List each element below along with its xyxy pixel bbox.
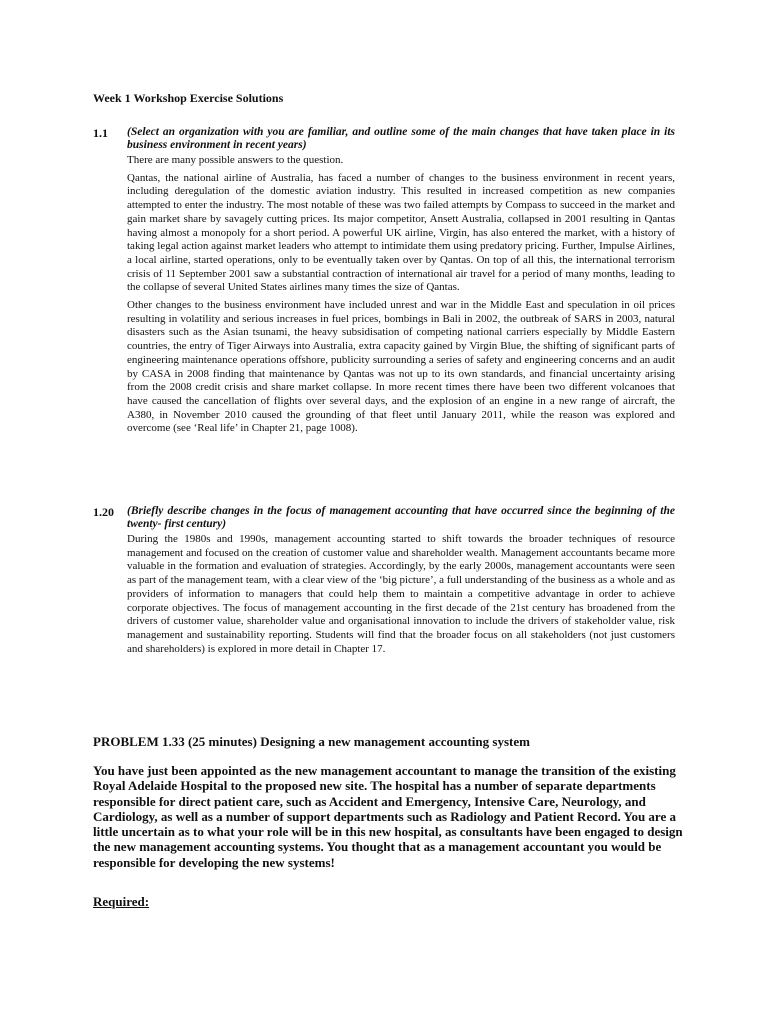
question-1-1 — [93, 126, 675, 440]
question-prompt: (Briefly describe changes in the focus of management accounting that have occurred since the beginning of the twenty- first century) — [127, 505, 675, 530]
answer-paragraph: Other changes to the business environment have included unrest and war in the Middle East and speculation in oil prices resulting in volatility and serious increases in fuel prices, bombings in Bali in 2002, the outbreak of SARS in 2003, natural disasters such as the Asian tsunami, the heavy subsidisation of competing national carriers especially by Middle Eastern countries, the entry of Tiger Airways into Australia, extra capacity gained by Virgin Blue, the shifting of significant parts of engineering maintenance operations offshore, publicity surrounding a series of safety and engineering concerns and an audit by CASA in 2008 finding that maintenance by Qantas was not up to its own standards, and financial uncertainty arising from the 2008 credit crisis and share market collapse. In more recent times there have been two different volcanoes that have caused the cancellation of flights over several days, and the explosion of an engine in a new range of aircraft, the A380, in November 2010 caused the grounding of that fleet until January 2011, while the reason was explored and overcome (see ‘Real life’ in Chapter 21, page 1008). — [127, 299, 675, 435]
question-body — [127, 505, 675, 656]
document-title: Week 1 Workshop Exercise Solutions — [93, 91, 284, 105]
question-number: 1.20 — [93, 505, 114, 519]
question-number: 1.1 — [93, 126, 108, 140]
problem-title: PROBLEM 1.33 (25 minutes) Designing a new management accounting system — [93, 734, 530, 749]
answer-paragraph: There are many possible answers to the question. — [127, 154, 344, 166]
question-1-20 — [93, 505, 675, 660]
answer-paragraph: During the 1980s and 1990s, management accounting started to shift towards the broader techniques of resource management and focused on the creation of customer value and shareholder wealth. Management accountants became more valuable in the formation and evaluation of strategies. Accordingly, by the early 2000s, management accountants were seen as part of the management team, with a clear view of the ‘big picture’, a full understanding of the business as a whole and as providers of information to managers that could help them to maintain a competitive advantage in order to achieve corporate objectives. The focus of management accounting in the first decade of the 21st century has broadened from the drivers of customer value, shareholder value and organisational innovation to include the drivers of stakeholder value, risk management and sustainability reporting. Students will find that the broader focus on all stakeholders (not just customers and shareholders) is explored in more detail in Chapter 17. — [127, 533, 675, 655]
question-prompt: (Select an organization with you are familiar, and outline some of the main changes that have taken place in its business environment in recent years) — [127, 126, 675, 151]
problem-text: You have just been appointed as the new management accountant to manage the transition of the existing Royal Adelaide Hospital to the proposed new site. The hospital has a number of separate departments responsible for direct patient care, such as Accident and Emergency, Intensive Care, Neurology, and Cardiology, as well as a number of support departments such as Radiology and Patient Record. You are a little uncertain as to what your role will be in this new hospital, as consultants have been engaged to design the new management accounting systems. You thought that as a management accountant you would be responsible for developing the new systems! — [93, 763, 683, 870]
question-body — [127, 126, 675, 436]
required-label: Required: — [93, 894, 150, 909]
answer-paragraph: Qantas, the national airline of Australia, has faced a number of changes to the business environment in recent years, including deregulation of the domestic aviation industry. This resulted in increased competition as new companies attempted to enter the industry. The most notable of these was two failed attempts by Compass to succeed in the market and gain market share by savagely cutting prices. Its major competitor, Ansett Australia, collapsed in 2001 resulting in Qantas having almost a monopoly for a short period. A powerful UK airline, Virgin, has also entered the market, with a history of taking legal action against market leaders who attempt to intimidate them using predatory pricing. Further, Impulse Airlines, a local airline, started operations, only to be eventually taken over by Qantas. On top of all this, the international terrorism crisis of 11 September 2001 saw a substantial contraction of international air travel for a period of many months, leading to the collapse of several United States airlines many times the size of Qantas. — [127, 171, 675, 294]
